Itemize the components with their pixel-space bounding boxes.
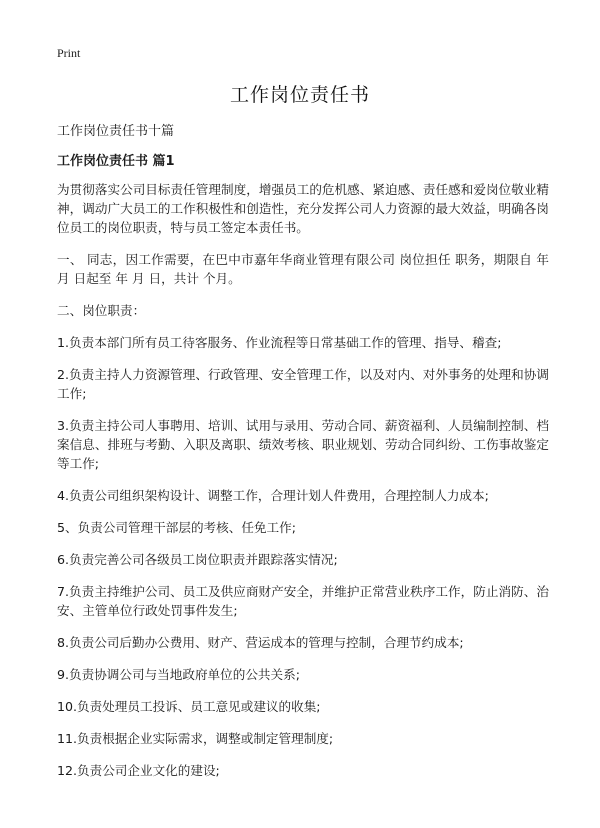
- paragraph-duties-heading: 二、岗位职责：: [57, 303, 146, 318]
- duty-item-4: 4.负责公司组织架构设计、调整工作，合理计划人件费用，合理控制人力成本;: [57, 488, 489, 503]
- duty-item-9: 9.负责协调公司与当地政府单位的公共关系;: [57, 667, 300, 682]
- duty-item-7: 7.负责主持维护公司、员工及供应商财产安全，并维护正常营业秩序工作，防止消防、治安、主管单位行政处罚事件发生;: [57, 584, 549, 618]
- paragraph-term: 一、 同志，因工作需要，在巴中市嘉年华商业管理有限公司 岗位担任 职务，期限自 年 月 日起至 年 月 日，共计 个月。: [57, 252, 549, 286]
- document-subtitle: 工作岗位责任书十篇: [57, 124, 175, 139]
- duty-item-6: 6.负责完善公司各级员工岗位职责并跟踪落实情况;: [57, 552, 338, 567]
- duty-item-10: 10.负责处理员工投诉、员工意见或建议的收集;: [57, 699, 321, 714]
- duty-item-5: 5、负责公司管理干部层的考核、任免工作;: [57, 520, 296, 535]
- duty-item-2: 2.负责主持人力资源管理、行政管理、安全管理工作，以及对内、对外事务的处理和协调工作;: [57, 367, 549, 401]
- duty-item-11: 11.负责根据企业实际需求，调整或制定管理制度;: [57, 731, 334, 746]
- section-heading: 工作岗位责任书 篇1: [57, 154, 175, 169]
- duty-item-8: 8.负责公司后勤办公费用、财产、营运成本的管理与控制，合理节约成本;: [57, 635, 464, 650]
- print-label: Print: [57, 46, 81, 60]
- paragraph-intro: 为贯彻落实公司目标责任管理制度，增强员工的危机感、紧迫感、责任感和爱岗位敬业精神，调动广大员工的工作积极性和创造性，充分发挥公司人力资源的最大效益，明确各岗位员工的岗位职责，特与员工签定本责任书。: [57, 182, 549, 235]
- page-title: 工作岗位责任书: [229, 84, 370, 106]
- duty-item-12: 12.负责公司企业文化的建设;: [57, 763, 220, 778]
- document-body: [57, 180, 549, 793]
- duty-item-3: 3.负责主持公司人事聘用、培训、试用与录用、劳动合同、薪资福利、人员编制控制、档案信息、排班与考勤、入职及离职、绩效考核、职业规划、劳动合同纠纷、工伤事故鉴定等工作;: [57, 418, 549, 471]
- duty-item-1: 1.负责本部门所有员工待客服务、作业流程等日常基础工作的管理、指导、稽查;: [57, 335, 502, 350]
